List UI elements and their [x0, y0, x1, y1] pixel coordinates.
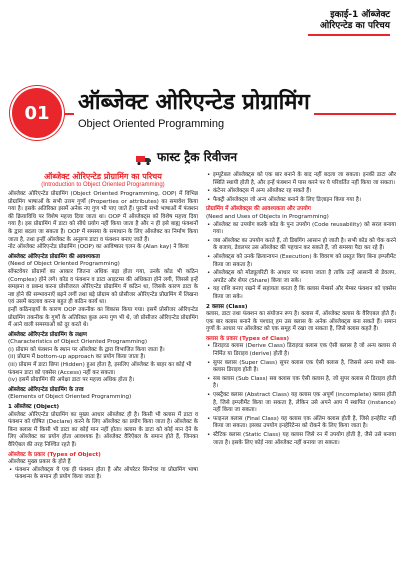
object-heading: 1 ऑब्जेक्ट (Object) [8, 404, 60, 411]
class-type-item: • एब्स्ट्रैक्ट क्लास (Abstract Class) यह क्लास एक अपूर्ण (incomplete) क्लास होती है, जिसे इम्प्लीमेंट किया जा सकता है, लेकिन उसे अपने आप में स्थापित (instance) नहीं किया जा सकता। [206, 392, 396, 415]
chapter-title: ऑब्जेक्ट ओरिएन्टेड प्रोग्रामिंग [74, 90, 314, 116]
need-object-item: • ऑब्जेक्ट्स को उनके क्रियान्वयन (Execution) के विवरण को प्रस्तुत किए बिना इम्प्लीमेंट किया जा सकता है। [206, 254, 396, 269]
chapter-subtitle: Object Oriented Programming [74, 118, 228, 130]
object-types-heading: ऑब्जेक्ट के प्रकार (Types of Object) [8, 451, 101, 458]
note-text: नोट ऑब्जेक्ट ओरिएन्टेड प्रोग्रामिंग (OOP) का आविष्कार एलन के (Alan kay) ने किया [8, 244, 189, 251]
truck-icon [136, 151, 152, 163]
class-type-item: • स्टैटिक क्लास (Static Class) यह क्लास जिसे रन में उपयोग होती है, जैसे उसे बनाया जाता है। इसके लिए कोई नया ऑब्जेक्ट नहीं बनाया जा सकता। [206, 432, 396, 447]
need-paragraph-1: सॉफ्टवेयर प्रोग्रामों का आकार जितना अधिक बड़ा होता गया, उनके कोड भी कठिन (Complex) होने लगे। कोड व फंक्शन व डाटा आइटम्स की अधिकता होने लगी, जिससे इन्हें समझना व प्रबन्ध करना प्रोसीजरल ओरिएन्टेड प्रोग्रामिंग में कठिन था, जिसके कारण डाटा के नष्ट होने की सम्भावनाएँ बढ़ने लगीं तथा बड़े प्रोग्राम को प्रोसीजर ओरिएन्टेड प्रोग्रामिंग में लिखना एवं उसमें बदलाव करना बहुत ही कठिन कार्य था। [8, 268, 198, 306]
need-heading-en: (Need of Object Oriented Programming) [8, 261, 120, 268]
class-heading: 2 क्लास (Class) [206, 303, 248, 310]
characteristic-item: (iv) इसमें प्रोग्रामिंग की अपेक्षा डाटा पर महत्त्व अधिक होता है। [8, 377, 135, 384]
characteristic-item: (ii) प्रोग्राम में bottom-up approach का प्रयोग किया जाता है। [8, 354, 146, 361]
object-type-item: • फैक्ट्री ऑब्जेक्ट्स जो अन्य ऑब्जेक्ट बनाने के लिए डिज़ाइन किया गया है। [206, 197, 396, 205]
need-heading: ऑब्जेक्ट ओरिएन्टेड प्रोग्रामिंग की आवश्यकता [8, 253, 100, 260]
object-type-item: • फंक्शन ऑब्जेक्ट्स ये एक ही फंक्शन होता है और ऑपरेटर सिग्नेचर या प्रोग्रामिंग भाषा फंक्शन्स के समान ही प्रयोग किया जाता है। [8, 467, 198, 482]
unit-label [320, 10, 390, 32]
intro-heading: ऑब्जेक्ट ओरिएन्टेड प्रोग्रामिंग का परिचय [44, 172, 162, 181]
section-banner-text: फास्ट ट्रैक रिवीजन [157, 150, 238, 164]
need-object-item: • ऑब्जेक्ट का उपयोग करके कोड के पुनः उपयोग (Code reusability) को सरल बनाया गया। [206, 222, 396, 237]
need-objects-heading: प्रोग्रामिंग में ऑब्जेक्ट्स की आवश्यकता और उपयोग [206, 206, 311, 213]
class-type-item: • फाइनल क्लास (Final Class) यह क्लास एक अंतिम क्लास होती है, जिसे इनहेरिट नहीं किया जा सकता। इसका उपयोग इनहेरिटेन्स को रोकने के लिए किया जाता है। [206, 416, 396, 431]
elements-heading: ऑब्जेक्ट ओरिएन्टेड प्रोग्रामिंग के तत्त्व [8, 386, 84, 393]
characteristics-heading: ऑब्जेक्ट ओरिएन्टेड प्रोग्रामिंग के लक्षण [8, 331, 87, 338]
need-object-item: • यह राशि बनाए रखने में सहायता करता है कि क्लास मेम्बर्स और मेम्बर फंक्शन को एक्सेस किया जा सके। [206, 286, 396, 301]
need-object-item: • जब ऑब्जेक्ट का उपयोग करते हैं, तो डिबगिंग आसान हो जाती है। सभी कोड को चेक करने के बजाय, डेवलपर उस ऑब्जेक्ट की पहचान कर सकते हैं, जो समस्या पैदा कर रहे हैं। [206, 238, 396, 253]
class-type-item: • सब क्लास (Sub Class) सब क्लास एक ऐसी क्लास है, जो सुपर क्लास से डिराइव होती है। [206, 376, 396, 391]
class-paragraph: क्लास, डाटा तथा फंक्शन का संयोजन रूप है। क्लास में, ऑब्जेक्ट क्लास के वैरिएबल होते हैं। एक बार क्लास बनाने के पश्चात् हम उस क्लास के अनेक ऑब्जेक्ट्स बना सकते हैं। समान गुणों के आधार पर ऑब्जेक्ट को एक समूह में रखा जा सकता है, जिसे क्लास कहते हैं। [206, 311, 396, 333]
chapter-number-badge: 01 [12, 88, 62, 138]
unit-line-2: ओरिएन्टेड का परिचय [320, 21, 390, 31]
characteristic-item: (iii) प्रोग्राम में डाटा छिपा (Hidden) हुआ होता है, इसलिए ऑब्जेक्ट के बाहर का कोई भी फंक्शन डाटा को एक्सेस (Access) नहीं कर सकता। [8, 362, 192, 376]
object-type-item: • कंटेनर ऑब्जेक्ट्स में अन्य ऑब्जेक्ट रह सकते हैं। [206, 188, 396, 196]
left-column [8, 172, 198, 483]
object-paragraph: ऑब्जेक्ट ओरिएन्टेड प्रोग्रामिंग का मुख्य आधार ऑब्जेक्ट ही है। किसी भी क्लास में डाटा व फंक्शन को घोषित (Declare) करने के लिए ऑब्जेक्ट का प्रयोग किया जाता है। ऑब्जेक्ट के बिना क्लास में किसी भी डाटा का कोई मान नहीं होता। क्लास के डाटा को कोई मान देने के लिए ऑब्जेक्ट का प्रयोग होता आवश्यक है। ऑब्जेक्ट वैरिऐबल के समान होते हैं, जिनका वैरिऐबल की तरह निश्चित रहते हैं। [8, 411, 198, 448]
class-type-item: • सुपर क्लास (Super Class) सुपर क्लास एक ऐसी क्लास है, जिससे अन्य सभी सब-क्लास डिराइव होती है। [206, 360, 396, 375]
intro-paragraph: ऑब्जेक्ट ओरिएन्टेड प्रोग्रामिंग (Object Oriented Programming, OOP) में विभिन्न प्रोग्रामिंग भाषाओं के सभी उत्तम गुणों (Properties or attributes) का समावेश किया गया है। इसके अतिरिक्त इसमें अनेक नए गुण भी पाए जाते हैं। पुरानी सभी भाषाओं में फंक्शन की क्रियाविधि पर विशेष महत्त्व दिया जाता था। OOP में ऑब्जेक्ट्स को विशेष महत्त्व दिया गया है। इस प्रोग्रामिंग में डाटा को सीधे प्रयोग नहीं किया जाता है और न ही इसे बाह्य फंक्शनों के द्वारा बदला जा सकता है। OOP में समस्या के समाधान के लिए ऑब्जेक्ट का निर्माण किया जाता है, तथा इन्हीं ऑब्जेक्ट के अनुरूप डाटा व फंक्शन बनाए जाते हैं। [8, 191, 198, 243]
need-object-item: • ऑब्जेक्ट्स को मॉड्यूलरिटी के आधार पर बनाया जाता है ताकि उन्हें आसानी से डेवलप, अपडेट और शेयर (Share) किया जा सके। [206, 270, 396, 285]
need-objects-heading-en: (Need and Uses of Objects in Programming) [206, 213, 329, 220]
characteristic-item: (i) प्रोग्राम को फंक्शन के स्थान पर ऑब्जेक्ट के द्वारा विभाजित किया जाता है। [8, 346, 165, 353]
unit-underline [308, 34, 390, 36]
object-types-intro: ऑब्जेक्ट मुख्य प्रकार के होते हैं [8, 459, 71, 466]
section-banner [136, 148, 237, 165]
class-type-item: • डिराइव्ड क्लास (Derive Class) डिराइव्ड क्लास एक ऐसी क्लास है जो अन्य क्लास से निर्मित या डिराइव (derive) होती है। [206, 343, 396, 358]
class-types-heading: क्लास के प्रकार (Types of Class) [206, 335, 290, 342]
elements-heading-en: (Elements of Object Oriented Programming) [8, 394, 132, 401]
characteristics-heading-en: (Characteristics of Object Oriented Programming) [8, 339, 148, 346]
need-paragraph-2: इन्हीं कठिनाइयों के कारण OOP तकनीक का विकास किया गया। इसमें प्रोसीजर ओरिएन्टेड प्रोग्रामिंग तकनीक के गुणों के अतिरिक्त कुछ अन्य गुण भी थे, जो प्रोसीजर ओरिएन्टेड प्रोग्रामिंग में आने वाली समस्याओं को दूर करते थे। [8, 306, 198, 329]
object-type-item: • इम्यूटेबल ऑब्जेक्ट्स को एक बार बनाने के बाद नहीं बदला जा सकता। इनकी डाटा और स्थिति स्थायी होती है, और इन्हें फंक्शन में पास करने पर ये परिवर्तित नहीं किया जा सकता। [206, 172, 396, 187]
right-column [206, 172, 396, 448]
intro-heading-en: (Introduction to Object Oriented Programming) [41, 182, 165, 188]
unit-line-1: इकाई-1 ऑब्जेक्ट [330, 10, 390, 20]
